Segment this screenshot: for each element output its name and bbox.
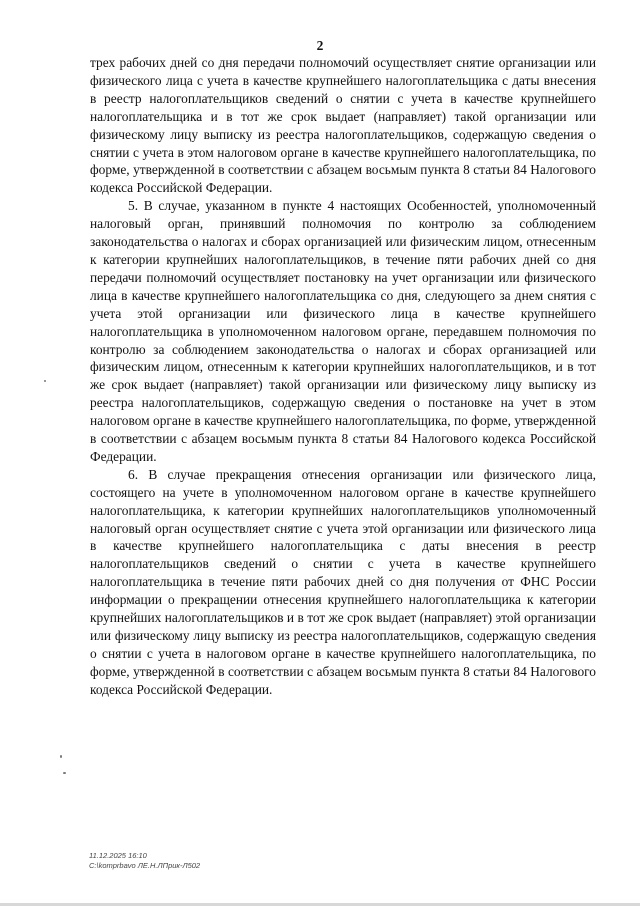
scan-speck — [63, 772, 66, 774]
scan-speck — [60, 755, 62, 758]
footer-timestamp: 11.12.2025 16:10 — [89, 851, 147, 860]
paragraph-continuation: трех рабочих дней со дня передачи полномочий осуществляет снятие организации или физического лица с учета в качестве крупнейшего налогоплательщика с даты внесения в реестр налогоплательщиков сведений о снятии с учета в качестве крупнейшего налогоплательщика и в тот же срок выдает (направляет) такой организации или физическому лицу выписку из реестра налогоплательщиков, содержащую сведения о снятии с учета в этом налоговом органе в качестве крупнейшего налогоплательщика, по форме, утвержденной в соответствии с абзацем восьмым пункта 8 статьи 84 Налогового кодекса Российской Федерации. — [90, 55, 596, 196]
scan-speck — [44, 380, 46, 382]
paragraph-item-5: 5. В случае, указанном в пункте 4 настоящих Особенностей, уполномоченный налоговый орган, принявший полномочия по контролю за соблюдением законодательства о налогах и сборах организацией или физическим лицом, отнесенным к категории крупнейших налогоплательщиков, в течение пяти рабочих дней со дня передачи полномочий осуществляет постановку на учет организации или физического лица в качестве крупнейшего налогоплательщика со дня, следующего за днем снятия с учета этой организации или физического лица в качестве крупнейшего налогоплательщика в уполномоченном налоговом органе, передавшем полномочия по контролю за соблюдением законодательства о налогах и сборах организацией или физическим лицом, отнесенным к категории крупнейших налогоплательщиков, и в тот же срок выдает (направляет) такой организации или физическому лицу выписку из реестра налогоплательщиков, содержащую сведения о постановке на учет в этом налоговом органе в качестве крупнейшего налогоплательщика, по форме, утвержденной в соответствии с абзацем восьмым пункта 8 статьи 84 Налогового кодекса Российской Федерации. — [90, 198, 596, 464]
footer-file-path: C:\komprbavo ЛЕ.Н.ЛПрик-Л502 — [89, 861, 201, 870]
document-body — [90, 54, 596, 699]
page-number: 2 — [316, 38, 324, 53]
document-footer — [89, 851, 200, 871]
paragraph-item-6: 6. В случае прекращения отнесения организации или физического лица, состоящего на учете в уполномоченном налоговом органе в качестве крупнейшего налогоплательщика, к категории крупнейших налогоплательщиков уполномоченный налоговый орган осуществляет снятие с учета этой организации или физического лица в качестве крупнейшего налогоплательщика с даты внесения в реестр налогоплательщиков сведений о снятии с учета в качестве крупнейшего налогоплательщика в течение пяти рабочих дней со дня получения от ФНС России информации о прекращении отнесения крупнейшего налогоплательщика к категории крупнейших налогоплательщиков и в тот же срок выдает (направляет) этой организации или физическому лицу выписку из реестра налогоплательщиков, содержащую сведения о снятии с учета в налоговом органе в качестве крупнейшего налогоплательщика, по форме, утвержденной в соответствии с абзацем восьмым пункта 8 статьи 84 Налогового кодекса Российской Федерации. — [90, 466, 596, 697]
